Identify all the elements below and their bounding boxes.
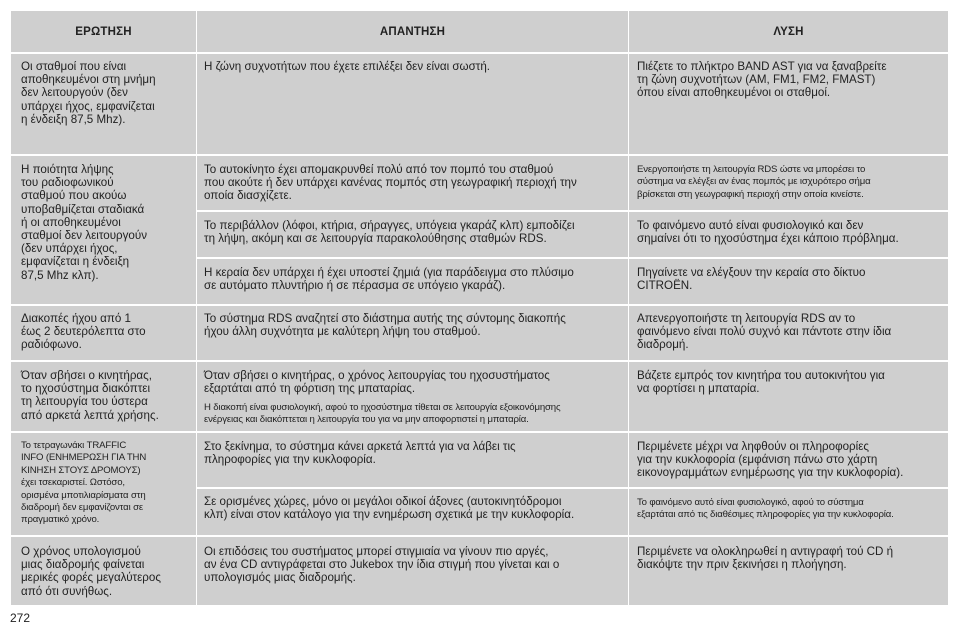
row-separator xyxy=(11,154,948,156)
solution-cell: Απενεργοποιήστε τη λειτουργία RDS αν το φαινόμενο είναι πολύ συχνό και πάντοτε στην ίδια διαδρομή. xyxy=(637,312,892,352)
solution-cell: Περιμένετε να ολοκληρωθεί η αντιγραφή τού CD ή διακόψτε την πριν ξεκινήσει η πλοήγηση. xyxy=(637,545,894,572)
row-separator xyxy=(11,535,948,537)
question-cell: Το τετραγωνάκι TRAFFIC INFO (ΕΝΗΜΕΡΩΣΗ ΓΙΑ ΤΗΝ ΚΙΝΗΣΗ ΣΤΟΥΣ ΔΡΟΜΟΥΣ) έχει τσεκαριστεί. Ωστόσο, ορισμένα μποτιλιαρίσματα στη διαδρομή δεν εμφανίζονται σε πραγματικό χρόνο. xyxy=(21,440,147,526)
solution-cell: Ενεργοποιήστε τη λειτουργία RDS ώστε να μπορέσει το σύστημα να ελέγξει αν ένας πομπός με ισχυρότερο σήμα βρίσκεται στη γεωγραφική περιοχή στην οποία κινείστε. xyxy=(637,164,871,200)
question-cell: Οι σταθμοί που είναι αποθηκευμένοι στη μνήμη δεν λειτουργούν (δεν υπάρχει ήχος, εμφανίζεται η ένδειξη 87,5 Mhz). xyxy=(21,60,156,126)
column-divider xyxy=(196,11,197,605)
column-header-solution: ΛΥΣΗ xyxy=(773,26,804,38)
row-separator xyxy=(11,360,948,362)
answer-cell: Το αυτοκίνητο έχει απομακρυνθεί πολύ από τον πομπό του σταθμού που ακούτε ή δεν υπάρχει κανένας πομπός στη γεωγραφική περιοχή την οποία διασχίζετε. xyxy=(204,163,577,203)
answer-cell: Η ζώνη συχνοτήτων που έχετε επιλέξει δεν είναι σωστή. xyxy=(204,60,491,73)
column-header-question: ΕΡΩΤΗΣΗ xyxy=(75,26,132,38)
row-separator xyxy=(11,52,948,54)
solution-cell: Πιέζετε το πλήκτρο BAND AST για να ξαναβρείτε τη ζώνη συχνοτήτων (AM, FM1, FM2, FMAST) όπου είναι αποθηκευμένοι οι σταθμοί. xyxy=(637,60,887,100)
sub-row-separator xyxy=(196,487,948,489)
column-header-answer: ΑΠΑΝΤΗΣΗ xyxy=(379,26,446,38)
question-cell: Η ποιότητα λήψης του ραδιοφωνικού σταθμού που ακούω υποβαθμίζεται σταδιακά ή οι αποθηκευμένοι σταθμοί δεν λειτουργούν (δεν υπάρχει ήχος, εμφανίζεται η ένδειξη 87,5 Mhz κλπ). xyxy=(21,163,148,282)
answer-cell: Το περιβάλλον (λόφοι, κτήρια, σήραγγες, υπόγεια γκαράζ κλπ) εμποδίζει τη λήψη, ακόμη και σε λειτουργία παρακολούθησης σταθμών RDS. xyxy=(204,219,575,246)
answer-cell: Στο ξεκίνημα, το σύστημα κάνει αρκετά λεπτά για να λάβει τις πληροφορίες για την κυκλοφορία. xyxy=(204,440,516,467)
row-separator xyxy=(11,431,948,433)
column-divider xyxy=(628,11,629,605)
answer-cell: Η κεραία δεν υπάρχει ή έχει υποστεί ζημιά (για παράδειγμα στο πλύσιμο σε αυτόματο πλυντήριο ή σε πέρασμα σε υπόγειο γκαράζ). xyxy=(204,266,574,293)
solution-cell: Πηγαίνετε να ελέγξουν την κεραία στο δίκτυο CITROËN. xyxy=(637,266,866,293)
question-cell: Όταν σβήσει ο κινητήρας, το ηχοσύστημα διακόπτει τη λειτουργία του ύστερα από αρκετά λεπτά χρήσης. xyxy=(21,369,159,422)
question-cell: Ο χρόνος υπολογισμού μιας διαδρομής φαίνεται μερικές φορές μεγαλύτερος από ότι συνήθως. xyxy=(21,545,161,598)
answer-cell: Σε ορισμένες χώρες, μόνο οι μεγάλοι οδικοί άξονες (αυτοκινητόδρομοι κλπ) είναι στον κατάλογο για την ενημέρωση σχετικά με την κυκλοφορία. xyxy=(204,495,575,522)
sub-row-separator xyxy=(196,210,948,212)
row-separator xyxy=(11,304,948,306)
answer-cell: Όταν σβήσει ο κινητήρας, ο χρόνος λειτουργίας του ηχοσυστήματος εξαρτάται από τη φόρτιση της μπαταρίας. xyxy=(204,369,550,396)
sub-row-separator xyxy=(196,257,948,259)
answer-cell: Οι επιδόσεις του συστήματος μπορεί στιγμιαία να γίνουν πιο αργές, αν ένα CD αντιγράφεται στο Jukebox την ίδια στιγμή που γίνεται και ο υπολογισμός μιας διαδρομής. xyxy=(204,545,560,585)
answer-cell: Το σύστημα RDS αναζητεί στο διάστημα αυτής της σύντομης διακοπής ήχου άλλη συχνότητα με καλύτερη λήψη του σταθμού. xyxy=(204,312,566,339)
answer-note: Η διακοπή είναι φυσιολογική, αφού το ηχοσύστημα τίθεται σε λειτουργία εξοικονόμησης ενέργειας και διακόπτεται η λειτουργία του για να μην αποφορτιστεί η μπαταρία. xyxy=(204,402,561,426)
solution-cell: Βάζετε εμπρός τον κινητήρα του αυτοκινήτου για να φορτίσει η μπαταρία. xyxy=(637,369,885,396)
solution-cell: Περιμένετε μέχρι να ληφθούν οι πληροφορίες για την κυκλοφορία (εμφάνιση πάνω στο χάρτη εικονογραμμάτων ενημέρωσης για την κυκλοφορία). xyxy=(637,440,904,480)
solution-cell: Το φαινόμενο αυτό είναι φυσιολογικό και δεν σημαίνει ότι το ηχοσύστημα έχει κάποιο πρόβλημα. xyxy=(637,219,899,246)
page-number: 272 xyxy=(10,611,31,625)
question-cell: Διακοπές ήχου από 1 έως 2 δευτερόλεπτα στο ραδιόφωνο. xyxy=(21,312,146,352)
solution-cell: Το φαινόμενο αυτό είναι φυσιολογικό, αφού το σύστημα εξαρτάται από τις διαθέσιμες πληροφορίες για την κυκλοφορία. xyxy=(637,497,894,521)
